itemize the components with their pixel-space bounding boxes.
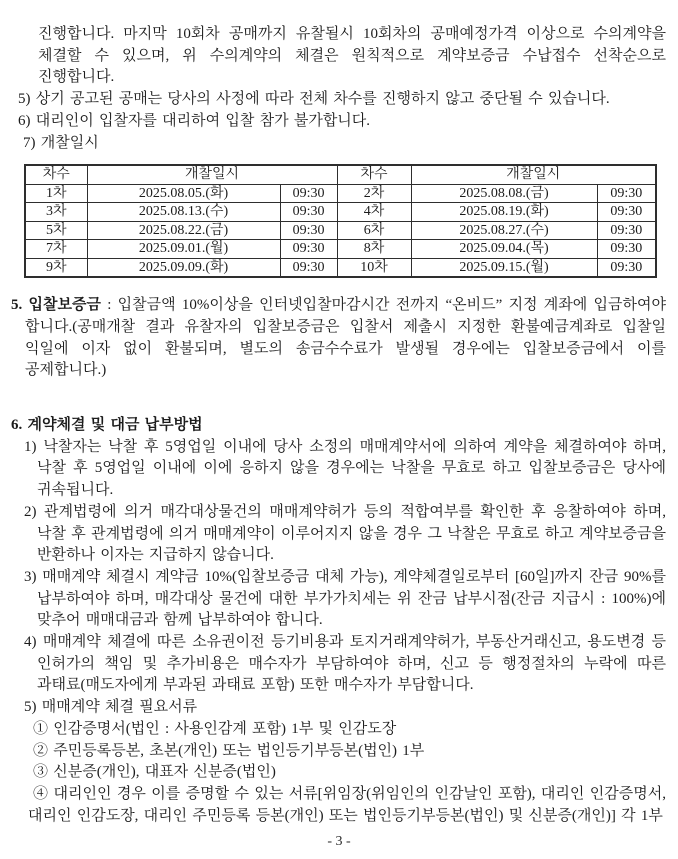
list-item-text: 개찰일시: [40, 134, 99, 151]
table-row: [25, 258, 656, 277]
time-cell: 09:30: [280, 221, 337, 240]
list-item-text: 대리인이 입찰자를 대리하여 입찰 참가 불가합니다.: [35, 112, 371, 129]
table-header-row: [25, 165, 656, 184]
date-cell: 2025.09.09.(화): [87, 258, 280, 277]
list-item-number: 5): [24, 699, 37, 716]
circled-number: ①: [33, 720, 49, 737]
section-6-item-1: [11, 437, 666, 502]
document-text: 대리인인 경우 이를 증명할 수 있는 서류[위임장(위임인의 인감날인 포함), 대리인 인감증명서, 대리인 인감도장, 대리인 주민등록 등본(개인) 또는 법인등기부등본(법인) 및 신분증(개인)] 각 1부: [28, 785, 666, 824]
list-item-text: 낙찰자는 낙찰 후 5영업일 이내에 당사 소정의 매매계약서에 의하여 계약을 체결하여야 하며, 낙찰 후 5영업일 이내에 이에 응하지 않을 경우에는 낙찰을 무효로 하고 입찰보증금은 당사에 귀속됩니다.: [37, 438, 666, 499]
list-item-5: [11, 89, 666, 111]
header-open-datetime: 개찰일시: [411, 165, 656, 184]
time-cell: 09:30: [597, 258, 656, 277]
list-item-number: 6): [18, 112, 31, 129]
section-number: 6.: [11, 417, 23, 434]
list-item-text: 매매계약 체결에 따른 소유권이전 등기비용과 토지거래계약허가, 부동산거래신고, 용도변경 등 인허가의 책임 및 추가비용은 매수자가 부담하여야 하며, 신고 등 행정절차의 누락에 따른 과태료(매도자에게 부과된 과태료 포함) 또한 매수자가 부담합니다.: [37, 634, 666, 694]
round-cell: 10차: [337, 258, 411, 277]
round-cell: 3차: [25, 203, 87, 222]
round-cell: 4차: [337, 203, 411, 222]
required-document-1: [11, 719, 666, 741]
date-cell: 2025.09.04.(목): [411, 240, 597, 259]
round-cell: 5차: [25, 221, 87, 240]
list-item-number: 4): [24, 634, 37, 651]
time-cell: 09:30: [597, 221, 656, 240]
header-open-datetime: 개찰일시: [87, 165, 337, 184]
section-5-bid-deposit: [11, 295, 666, 382]
circled-number: ④: [33, 785, 49, 802]
section-6-item-4: [11, 632, 666, 697]
date-cell: 2025.08.08.(금): [411, 184, 597, 203]
circled-number: ③: [33, 764, 49, 781]
section-6-item-2: [11, 502, 666, 567]
page-number: - 3 -: [327, 834, 351, 850]
table-row: [25, 203, 656, 222]
required-document-4: [11, 784, 666, 827]
time-cell: 09:30: [597, 184, 656, 203]
date-cell: 2025.08.27.(수): [411, 221, 597, 240]
round-cell: 7차: [25, 240, 87, 259]
document-text: 주민등록등본, 초본(개인) 또는 법인등기부등본(법인) 1부: [53, 742, 425, 759]
section-6-item-5: [11, 697, 666, 719]
date-cell: 2025.08.22.(금): [87, 221, 280, 240]
header-round: 차수: [25, 165, 87, 184]
intro-continuation-paragraph: 진행합니다. 마지막 10회차 공매까지 유찰될시 10회차의 공매예정가격 이상으로 수의계약을 체결할 수 있으며, 위 수의계약의 체결은 원칙적으로 계약보증금 수납접수 선착순으로 진행합니다.: [38, 26, 666, 86]
section-body: : 입찰금액 10%이상을 인터넷입찰마감시간 전까지 “온비드” 지정 계좌에 입금하여야 합니다.(공매개찰 결과 유찰자의 입찰보증금은 입찰서 제출시 지정한 환불예금계좌로 입찰일 익일에 이자 없이 환불되며, 별도의 송금수수료가 발생될 경우에는 입찰보증금에서 이를 공제합니다.): [25, 297, 666, 379]
round-cell: 6차: [337, 221, 411, 240]
time-cell: 09:30: [597, 203, 656, 222]
time-cell: 09:30: [280, 203, 337, 222]
table-row: [25, 240, 656, 259]
list-item-6: [11, 111, 666, 133]
document-text: 신분증(개인), 대표자 신분증(법인): [53, 764, 276, 781]
list-item-number: 5): [18, 91, 31, 108]
date-cell: 2025.09.01.(월): [87, 240, 280, 259]
time-cell: 09:30: [597, 240, 656, 259]
time-cell: 09:30: [280, 258, 337, 277]
document-text: 인감증명서(법인 : 사용인감계 포함) 1부 및 인감도장: [53, 720, 397, 737]
list-item-text: 매매계약 체결시 계약금 10%(입찰보증금 대체 가능), 계약체결일로부터 [60일]까지 잔금 90%를 납부하여야 하며, 매각대상 물건에 대한 부가가치세는 위 잔금 납부시점(잔금 지급시 : 100%)에 맞추어 매매대금과 함께 납부하여야 합니다.: [37, 568, 666, 629]
section-title: 계약체결 및 대금 납부방법: [27, 417, 203, 434]
date-cell: 2025.08.13.(수): [87, 203, 280, 222]
header-round: 차수: [337, 165, 411, 184]
section-6-heading: [11, 415, 666, 437]
date-cell: 2025.08.19.(화): [411, 203, 597, 222]
list-item-number: 2): [24, 503, 37, 520]
date-cell: 2025.08.05.(화): [87, 184, 280, 203]
round-cell: 9차: [25, 258, 87, 277]
required-document-2: [11, 741, 666, 763]
round-cell: 1차: [25, 184, 87, 203]
list-item-number: 1): [24, 438, 37, 455]
list-item-text: 상기 공고된 공매는 당사의 사정에 따라 전체 차수를 진행하지 않고 중단될 수 있습니다.: [35, 91, 610, 108]
section-6-item-3: [11, 567, 666, 632]
list-item-number: 3): [24, 568, 37, 585]
list-item-7: [11, 133, 666, 155]
circled-number: ②: [33, 742, 49, 759]
section-title: 입찰보증금: [28, 297, 101, 314]
list-item-number: 7): [23, 134, 36, 151]
table-row: [25, 184, 656, 203]
table-row: [25, 221, 656, 240]
required-document-3: [11, 762, 666, 784]
date-cell: 2025.09.15.(월): [411, 258, 597, 277]
list-item-text: 매매계약 체결 필요서류: [41, 699, 198, 716]
time-cell: 09:30: [280, 240, 337, 259]
round-cell: 8차: [337, 240, 411, 259]
round-cell: 2차: [337, 184, 411, 203]
time-cell: 09:30: [280, 184, 337, 203]
list-item-text: 관계법령에 의거 매각대상물건의 매매계약허가 등의 적합여부를 확인한 후 응찰하여야 하며, 낙찰 후 관계법령에 의거 매매계약이 이루어지지 않을 경우 그 낙찰은 무효로 하고 계약보증금을 반환하나 이자는 지급하지 않습니다.: [37, 503, 667, 564]
auction-schedule-table: [24, 164, 657, 278]
section-number: 5.: [11, 297, 23, 314]
